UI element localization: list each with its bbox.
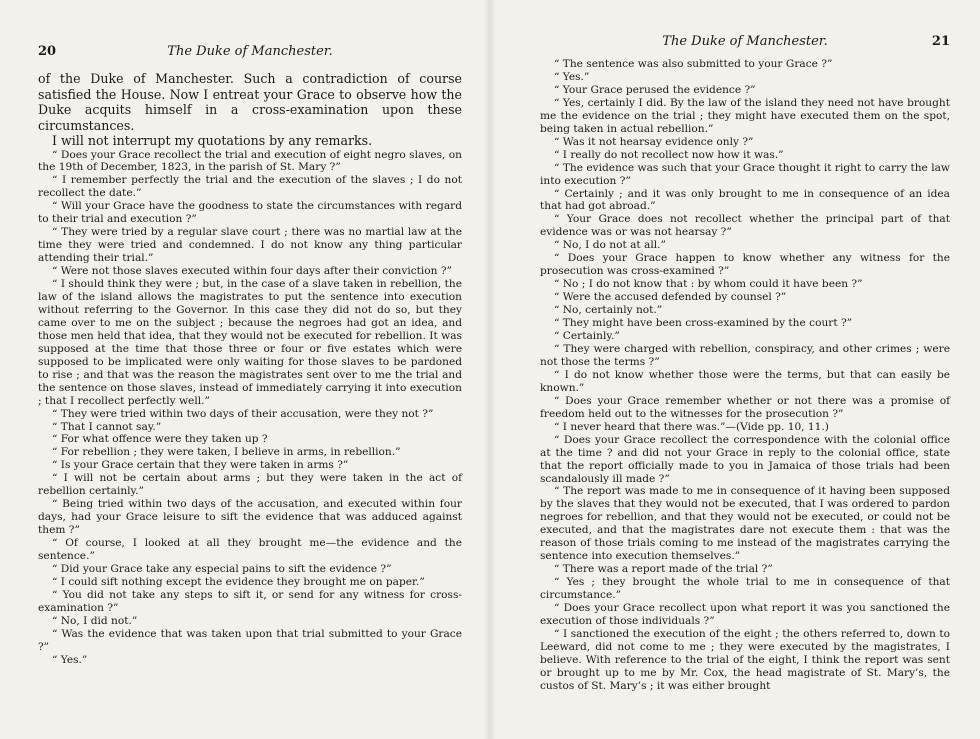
paragraph: “ They might have been cross-examined by the court ?” <box>554 317 853 330</box>
paragraph: “ Is your Grace certain that they were taken in arms ?” <box>52 459 349 472</box>
running-head: The Duke of Manchester. <box>662 34 828 49</box>
paragraph: “ Will your Grace have the goodness to state the circumstances with regard to their trial and execution ?” <box>38 200 462 226</box>
paragraph: of the Duke of Manchester. Such a contradiction of course satisfied the House. Now I entreat your Grace to observe how the Duke acquits himself in a cross-examination upon these circumstances. <box>38 71 462 133</box>
paragraph: “ Did your Grace take any especial pains to sift the evidence ?” <box>52 563 392 575</box>
paragraph: “ You did not take any steps to sift it, or send for any witness for cross-examination ?” <box>38 588 462 614</box>
page-number: 21 <box>931 34 950 49</box>
paragraph: “ No, I did not.” <box>52 614 138 627</box>
paragraph: “ I do not know whether those were the terms, but that can easily be known.” <box>540 368 950 394</box>
paragraph: “ Does your Grace recollect upon what report it was you sanctioned the execution of those individuals ?” <box>540 602 950 627</box>
paragraph: “ Certainly ; and it was only brought to me in consequence of an idea that had got abroad.” <box>540 187 950 213</box>
paragraph: “ Yes.” <box>554 70 590 83</box>
paragraph: “ Your Grace perused the evidence ?” <box>554 83 756 96</box>
left-page-header <box>38 44 462 64</box>
paragraph: I will not interrupt my quotations by any remarks. <box>52 133 373 148</box>
paragraph: “ Yes.” <box>52 653 88 666</box>
paragraph: “ They were tried by a regular slave court ; there was no martial law at the time they were tried and condemned. I do not know any thing particular attending their trial.” <box>38 226 462 265</box>
paragraph: “ They were tried within two days of their accusation, were they not ?” <box>52 407 434 420</box>
paragraph: “ Were not those slaves executed within four days after their conviction ?” <box>52 265 452 278</box>
paragraph: “ Does your Grace recollect the trial and execution of eight negro slaves, on the 19th of December, 1823, in the parish of St. Mary ?” <box>38 148 462 174</box>
paragraph: “ The evidence was such that your Grace thought it right to carry the law into execution ?” <box>540 161 950 187</box>
paragraph: “ I will not be certain about arms ; but they were taken in the act of rebellion certainly.” <box>38 472 462 498</box>
paragraph: “ Does your Grace happen to know whether any witness for the prosecution was cross-examined ?” <box>540 252 950 278</box>
paragraph: “ Of course, I looked at all they brought me—the evidence and the sentence.” <box>38 537 462 563</box>
paragraph: “ No ; I do not know that : by whom could it have been ?” <box>554 278 863 291</box>
right-page-header <box>540 34 950 54</box>
paragraph: “ I remember perfectly the trial and the execution of the slaves ; I do not recollect the date.” <box>38 174 462 200</box>
paragraph: “ The report was made to me in consequence of it having been supposed by the slaves that they would not be executed, that I was ordered to pardon negroes for rebellion, and that they would not be executed, or could not be executed, and that the magistrates dare not execute them : that was the reason of those trials coming to me instead of the magistrates carrying the sentence into execution themselves.” <box>540 485 950 563</box>
paragraph: “ Does your Grace remember whether or not there was a promise of freedom held out to the witnesses for the prosecution ?” <box>540 394 950 420</box>
right-page-text <box>540 58 950 693</box>
paragraph: “ They were charged with rebellion, conspiracy, and other crimes ; were not those the terms ?” <box>540 342 950 368</box>
paragraph: “ Certainly.” <box>554 330 620 343</box>
paragraph: “ No, certainly not.” <box>554 304 663 317</box>
paragraph: “ Yes, certainly I did. By the law of the island they need not have brought me the evidence on the trial ; they might have executed them on the spot, being taken in actual rebellion.” <box>540 96 950 135</box>
paragraph: “ I could sift nothing except the evidence they brought me on paper.” <box>52 575 425 588</box>
paragraph: “ Were the accused defended by counsel ?” <box>554 291 787 304</box>
paragraph: “ Being tried within two days of the accusation, and executed within four days, had your Grace leisure to sift the evidence that was adduced against them ?” <box>38 498 462 537</box>
paragraph: “ Does your Grace recollect the correspondence with the colonial office at the time ? and did not your Grace in reply to the colonial office, state that the report officially made to you in Jamaica of those trials had been scandalously ill made ?” <box>540 433 950 485</box>
paragraph: “ Yes ; they brought the whole trial to me in consequence of that circumstance.” <box>540 576 950 602</box>
paragraph: “ No, I do not at all.” <box>554 239 666 252</box>
paragraph: “ There was a report made of the trial ?” <box>554 563 773 576</box>
paragraph: “ I sanctioned the execution of the eight ; the others referred to, down to Leeward, did not come to me ; they were executed by the magistrates, I believe. With reference to the trial of the eight, I think the report was sent or brought up to me by Mr. Cox, the head magistrate of St. Mary’s, the custos of St. Mary’s ; it was either brought <box>540 627 950 692</box>
paragraph: “ For what offence were they taken up ? <box>52 433 268 446</box>
paragraph: “ The sentence was also submitted to your Grace ?” <box>554 58 833 70</box>
running-head: The Duke of Manchester. <box>167 44 333 59</box>
paragraph: “ That I cannot say.” <box>52 420 162 433</box>
paragraph: “ For rebellion ; they were taken, I believe in arms, in rebellion.” <box>52 446 401 459</box>
paragraph: “ Was it not hearsay evidence only ?” <box>554 135 754 148</box>
right-page <box>490 0 980 739</box>
paragraph: “ Was the evidence that was taken upon that trial submitted to your Grace ?” <box>38 627 462 653</box>
paragraph: “ I really do not recollect now how it was.” <box>554 148 784 161</box>
left-page-text <box>38 71 462 667</box>
paragraph: “ I never heard that there was.”—(Vide pp. 10, 11.) <box>554 420 829 433</box>
paragraph: “ I should think they were ; but, in the case of a slave taken in rebellion, the law of the island allows the magistrates to put the sentence into execution without referring to the Governor. In this case they did not do so, but they came over to me on the subject ; because the negroes had got an idea, and those men held that idea, that they would not be executed for rebellion. It was supposed at the time that those three or four or five estates which were supposed to be implicated were only waiting for those slaves to be pardoned to rise ; and that was the reason the magistrates sent over to me the trial and the sentence on those slaves, instead of immediately carrying it into execution ; that I recollect perfectly well.” <box>38 278 462 407</box>
page-number: 20 <box>38 44 57 59</box>
paragraph: “ Your Grace does not recollect whether the principal part of that evidence was or was not hearsay ?” <box>540 213 950 239</box>
